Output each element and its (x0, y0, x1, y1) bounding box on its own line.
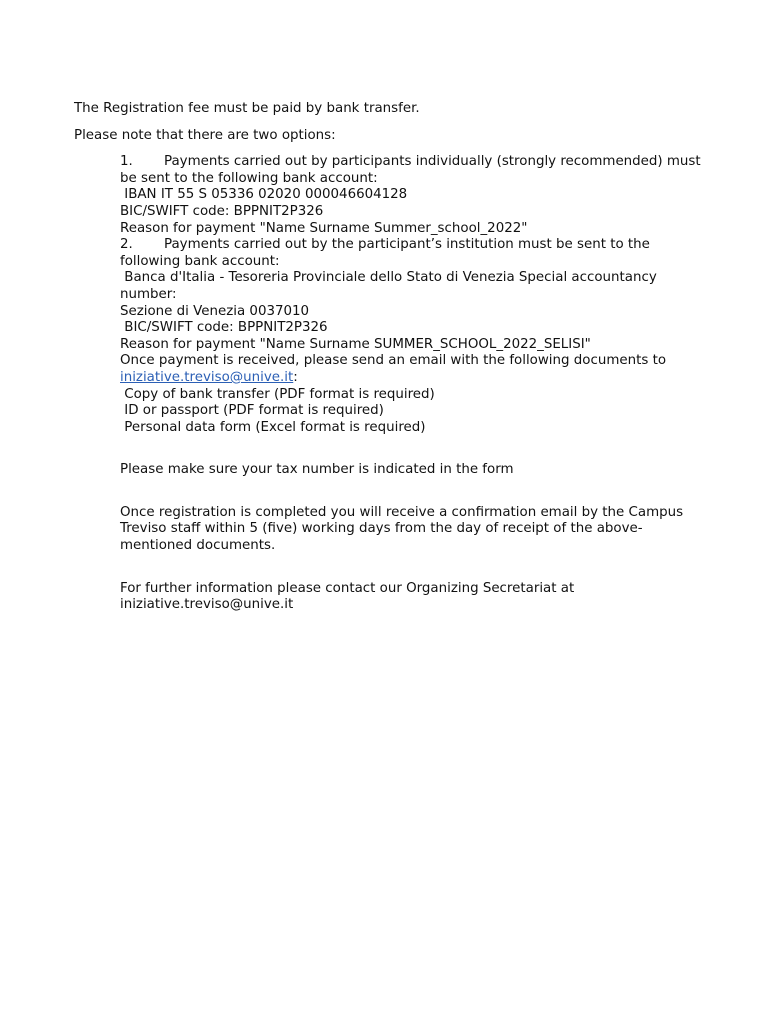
option-2-number: 2. (120, 237, 133, 253)
document-item-data-form: Personal data form (Excel format is required) (120, 419, 426, 435)
option-2-section: Sezione di Venezia 0037010 (120, 303, 310, 319)
spacer (120, 436, 714, 462)
document-item-bank-transfer: Copy of bank transfer (PDF format is required) (120, 386, 435, 402)
option-2-reason: Reason for payment "Name Surname SUMMER_SCHOOL_2022_SELISI" (120, 336, 591, 352)
intro-line-2: Please note that there are two options: (74, 127, 336, 143)
option-2-bank: Banca d'Italia - Tesoreria Provinciale dello Stato di Venezia Special accountancy number: (120, 270, 662, 302)
option-1 (120, 154, 714, 187)
documents-intro (120, 353, 714, 386)
option-1-bic: BIC/SWIFT code: BPPNIT2P326 (120, 203, 324, 219)
payment-options (120, 154, 714, 614)
documents-intro-colon: : (293, 369, 298, 385)
tax-note: Please make sure your tax number is indicated in the form (120, 462, 514, 478)
document-item-id: ID or passport (PDF format is required) (120, 403, 384, 419)
contact-block (120, 581, 714, 614)
documents-intro-text: Once payment is received, please send an email with the following documents to (120, 353, 667, 369)
contact-email: iniziative.treviso@unive.it (120, 597, 294, 613)
option-1-number: 1. (120, 154, 133, 170)
option-2 (120, 237, 714, 270)
intro-line-1: The Registration fee must be paid by bank transfer. (74, 101, 420, 116)
email-link[interactable]: iniziative.treviso@unive.it (120, 369, 294, 385)
option-1-iban: IBAN IT 55 S 05336 02020 000046604128 (120, 187, 408, 203)
option-1-reason: Reason for payment "Name Surname Summer_school_2022" (120, 220, 528, 236)
spacer (120, 555, 714, 581)
confirmation-note: Once registration is completed you will receive a confirmation email by the Campus Treviso staff within 5 (five) working days from the day of receipt of the above-mentioned documents. (120, 504, 684, 554)
option-2-bic: BIC/SWIFT code: BPPNIT2P326 (120, 320, 328, 336)
spacer (120, 479, 714, 505)
option-2-text: Payments carried out by the participant’s institution must be sent to the following bank account: (120, 237, 650, 269)
option-1-text: Payments carried out by participants individually (strongly recommended) must be sent to the following bank account: (120, 154, 701, 186)
document-page (74, 101, 714, 614)
contact-text: For further information please contact our Organizing Secretariat at (120, 580, 575, 596)
